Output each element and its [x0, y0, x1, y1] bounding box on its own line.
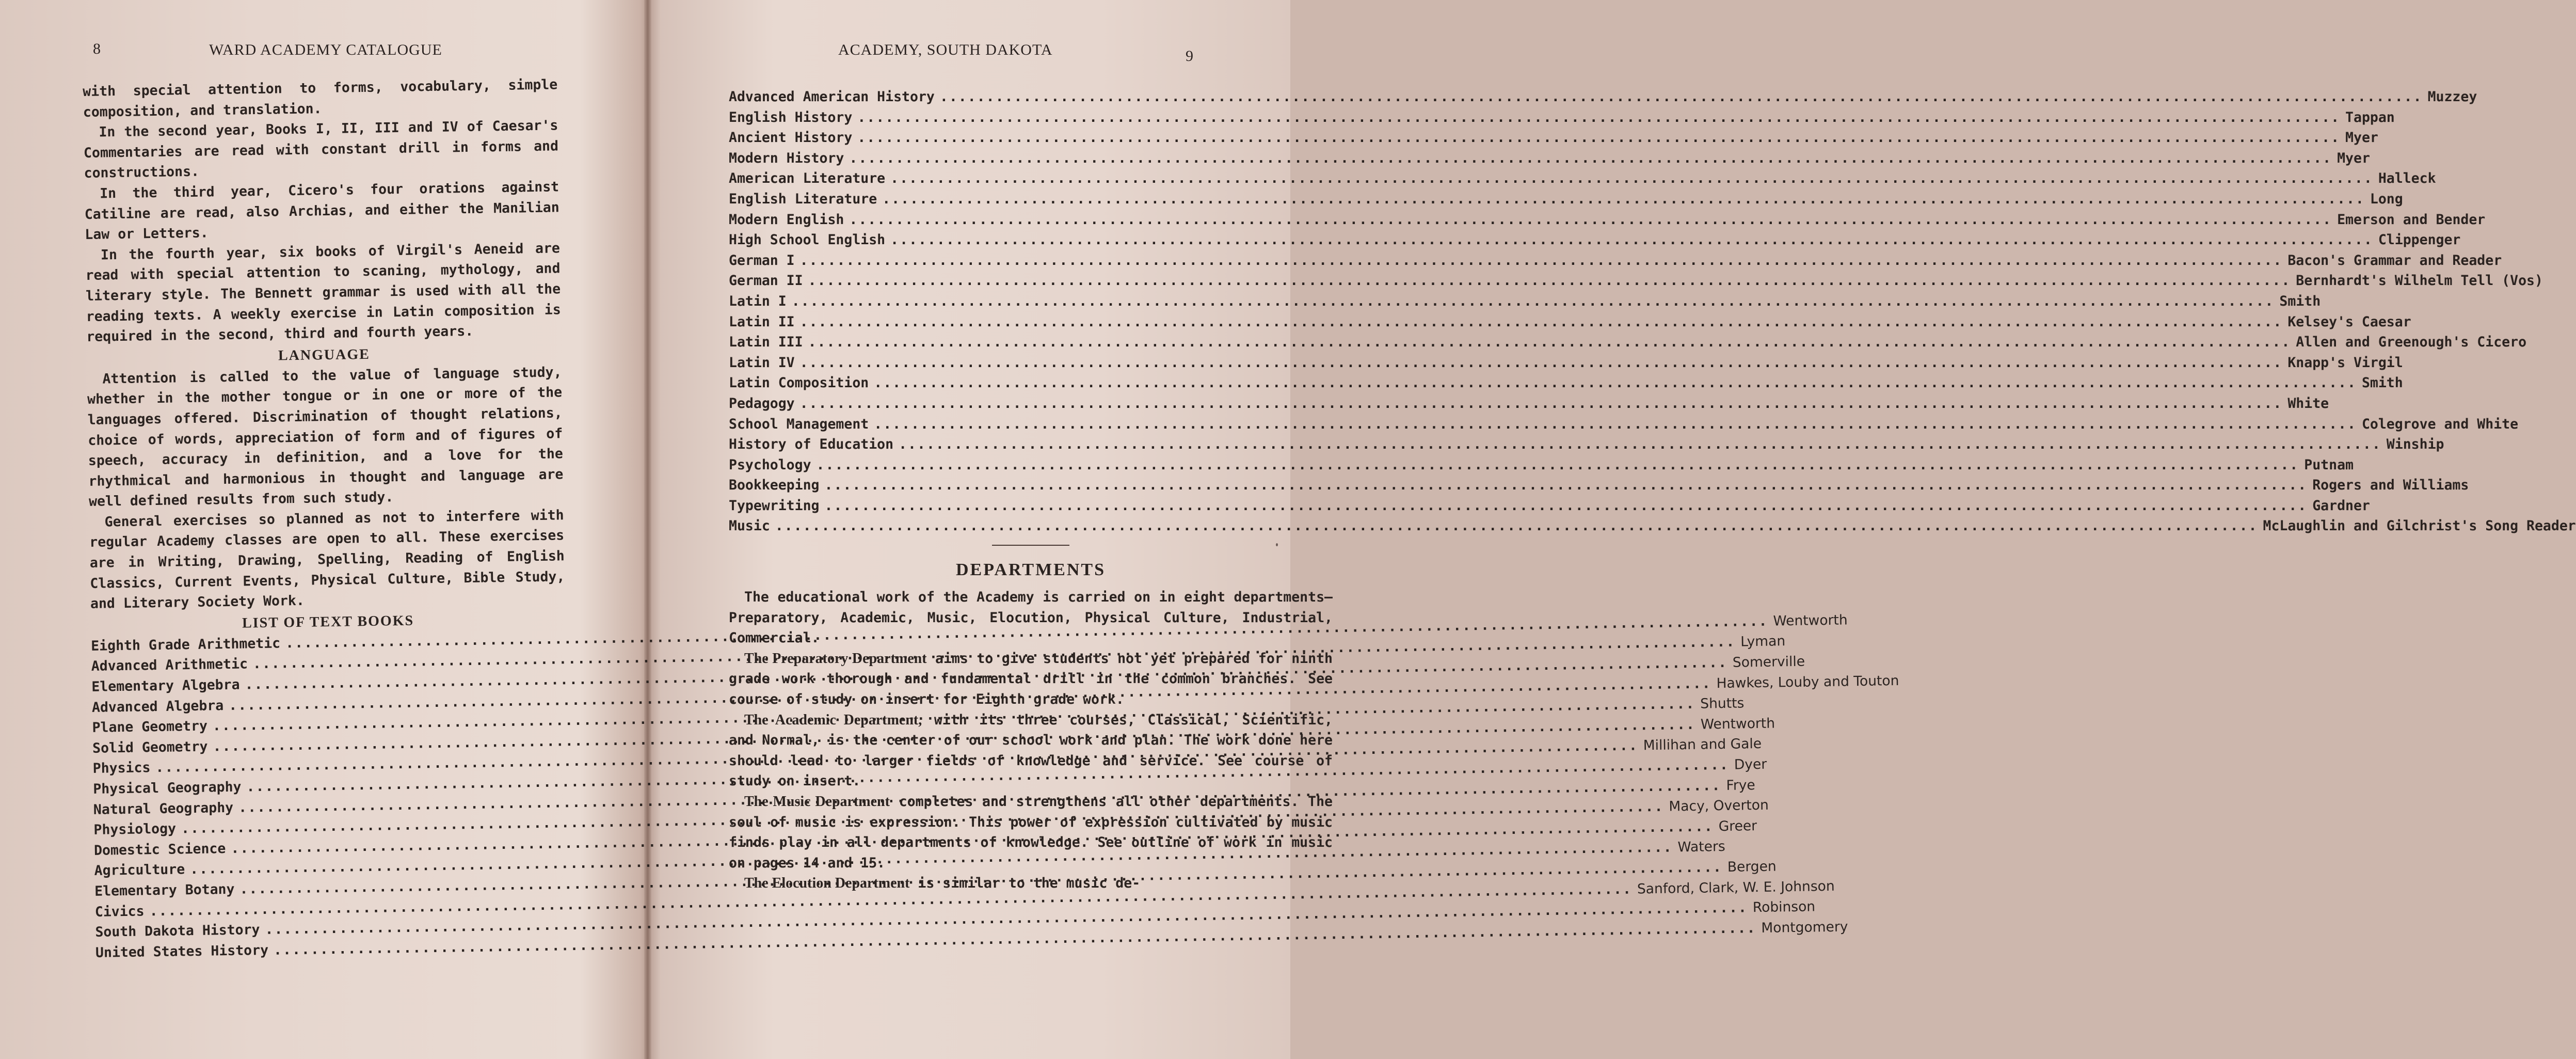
textbook-row [729, 414, 2519, 435]
textbook-subject: Plane Geometry [92, 718, 208, 736]
textbook-author: Bacon's Grammar and Reader [2287, 252, 2502, 268]
dot-leader [890, 168, 2373, 189]
textbook-subject: Latin I [729, 293, 787, 309]
textbooks-heading: LIST OF TEXT BOOKS [242, 612, 414, 631]
textbook-author: Wentworth [1700, 715, 1775, 733]
textbook-row [729, 271, 2543, 291]
dot-leader [800, 393, 2283, 414]
textbook-author: Dyer [1734, 756, 1767, 773]
textbook-author: Emerson and Bender [2337, 211, 2486, 228]
textbook-author: Waters [1677, 839, 1725, 856]
intro-paragraph: In the second year, Books I, II, III and IV of Caesar's Commentaries are read with constant drill in forms and constructions. [83, 117, 559, 182]
textbook-row [729, 250, 2502, 271]
language-paragraph: Attention is called to the value of language study, whether in the mother tongue or in one or more of the languages offered. Discrimination of thought relations, choice of words, appreciation of form and of figures of speech, accuracy in definition, and a love for the rhythmical and harmonious in thought and language are well defined results from such study. [87, 364, 564, 510]
textbook-subject: Advanced Algebra [91, 697, 224, 716]
department-text: aims to give students not yet prepared for ninth grade work thorough and fundamental drill in the common branches. See course of study on insert for Eighth grade work. [729, 650, 1333, 708]
textbook-author: Bergen [1727, 858, 1777, 875]
textbook-row [729, 434, 2444, 455]
department-text: completes and strengthens all other departments. The soul of music is expression. This power of expression cultivated by music finds play in all departments of knowledge. See outline of work in music on pages 14 and 15. [729, 794, 1333, 871]
textbook-row [729, 332, 2527, 353]
textbook-subject: Natural Geography [93, 799, 234, 818]
dot-leader [808, 271, 2291, 291]
textbook-row [729, 496, 2370, 516]
textbook-subject: Typewriting [729, 497, 820, 514]
textbook-author: Rogers and Williams [2312, 477, 2469, 494]
page-number-right: 9 [1186, 48, 1193, 65]
textbook-subject: Advanced Arithmetic [91, 656, 248, 675]
textbook-subject: Latin III [729, 334, 803, 351]
textbook-subject: English Literature [729, 191, 877, 207]
department-paragraph [729, 792, 1333, 873]
textbook-subject: English History [729, 109, 853, 125]
dot-leader [849, 148, 2332, 169]
dot-leader [800, 312, 2283, 333]
textbook-author: Sanford, Clark, W. E. Johnson [1637, 878, 1835, 897]
textbook-author: Halleck [2378, 170, 2436, 187]
textbook-subject: School Management [729, 416, 869, 432]
textbook-subject: Latin II [729, 313, 795, 330]
textbook-author: Smith [2361, 375, 2403, 391]
textbook-row [729, 475, 2469, 496]
textbook-row [729, 128, 2378, 148]
department-name: The Music Department [744, 794, 890, 810]
textbook-subject: Physiology [93, 820, 177, 839]
dot-leader [882, 189, 2365, 210]
dot-leader [874, 373, 2357, 393]
dot-leader [940, 87, 2423, 107]
textbook-row [729, 87, 2477, 107]
dot-leader [857, 107, 2340, 128]
running-head-left: WARD ACADEMY CATALOGUE [209, 41, 442, 58]
dot-leader [775, 516, 2258, 536]
textbook-author: Wentworth [1773, 612, 1848, 629]
textbook-subject: Physics [92, 760, 151, 777]
textbook-subject: German II [729, 273, 803, 289]
textbook-row [729, 148, 2370, 169]
textbook-subject: Modern History [729, 150, 844, 166]
textbook-author: Frye [1726, 777, 1755, 794]
textbook-author: Greer [1718, 817, 1757, 834]
textbook-row [729, 353, 2403, 373]
textbook-author: Colegrove and White [2361, 416, 2519, 432]
textbook-subject: Pedagogy [729, 395, 795, 412]
textbook-subject: Domestic Science [93, 840, 226, 859]
intro-paragraph: In the third year, Cicero's four orations against Catiline are read, also Archias, and either the Manilian Law or Letters. [84, 179, 559, 243]
textbook-row [729, 107, 2395, 128]
textbook-subject: Latin IV [729, 354, 795, 371]
department-name: The Preparatory Department [744, 650, 927, 667]
textbook-author: Clippenger [2378, 232, 2461, 248]
departments-intro: The educational work of the Academy is carried on in eight departments—Preparatory, Academic, Music, Elocution, Physical Culture, Industrial, Commercial. [729, 589, 1333, 646]
intro-paragraph: with special attention to forms, vocabulary, simple composition, and translation. [83, 76, 558, 120]
page-number-left: 8 [93, 40, 101, 57]
textbook-subject: Bookkeeping [729, 477, 820, 494]
textbook-row [729, 168, 2436, 189]
textbook-author: Kelsey's Caesar [2287, 313, 2411, 330]
dot-leader [792, 291, 2275, 312]
textbook-subject: United States History [95, 942, 269, 961]
intro-paragraph: In the fourth year, six books of Virgil's Aeneid are read with special attention to scaning, mythology, and literary style. The Bennett grammar is used with all the reading texts. A weekly exercise in Latin composition is required in the second, third and fourth years. [85, 240, 561, 345]
textbook-author: Myer [2337, 150, 2370, 166]
dot-leader [800, 250, 2283, 271]
dot-leader [800, 353, 2283, 373]
textbook-author: Lyman [1740, 633, 1786, 650]
textbook-author: Macy, Overton [1669, 797, 1769, 815]
textbook-author: Robinson [1752, 898, 1816, 916]
dot-leader [817, 455, 2299, 476]
running-head-right: ACADEMY, SOUTH DAKOTA [838, 41, 1053, 58]
textbook-subject: German I [729, 252, 795, 268]
textbook-subject: Latin Composition [729, 375, 869, 391]
textbook-row [729, 230, 2461, 250]
textbook-row [729, 312, 2411, 333]
department-paragraph [729, 873, 1333, 894]
textbook-author: Muzzey [2427, 89, 2477, 105]
textbook-row [729, 373, 2403, 393]
textbook-author: Somerville [1732, 653, 1805, 671]
dot-leader [849, 210, 2332, 230]
textbook-subject: Physical Geography [93, 779, 242, 797]
textbook-author: Hawkes, Louby and Touton [1716, 672, 1899, 691]
department-name: The Elocution Department [744, 875, 910, 892]
textbook-subject: Agriculture [94, 861, 185, 879]
dot-leader [857, 128, 2340, 148]
textbook-author: Winship [2386, 436, 2444, 453]
textbook-author: Shutts [1700, 695, 1745, 712]
department-name: The Academic Department, [744, 712, 922, 728]
textbook-author: Allen and Greenough's Cicero [2296, 334, 2527, 351]
textbook-row [729, 189, 2403, 210]
textbook-row [729, 393, 2329, 414]
textbook-row [729, 455, 2354, 476]
dot-leader [808, 332, 2291, 353]
textbook-author: Putnam [2304, 456, 2354, 473]
textbook-subject: Music [729, 518, 770, 534]
textbook-author: Long [2370, 191, 2403, 207]
department-text: with its three courses, Classical, Scientific, and Normal, is the center of our school work and plan. The work done here should lead to larger fields of knowledge and service. See course of study on insert. [729, 712, 1333, 789]
textbook-subject: Advanced American History [729, 89, 935, 105]
textbook-list-right [729, 87, 2576, 536]
paper-speck [1276, 543, 1278, 546]
textbook-subject: Eighth Grade Arithmetic [90, 635, 281, 654]
textbook-author: White [2287, 395, 2329, 412]
textbook-author: Tappan [2345, 109, 2395, 125]
language-heading: LANGUAGE [278, 346, 371, 364]
dot-leader [825, 496, 2308, 516]
dot-leader [899, 434, 2381, 455]
language-paragraph: General exercises so planned as not to interfere with regular Academy classes are open to all. These exercises are in Writing, Drawing, Spelling, Reading of English Classics, Current Events, Physical Culture, Bible Study, and Literary Society Work. [89, 507, 565, 612]
textbook-author: Smith [2279, 293, 2321, 309]
textbook-row [729, 516, 2576, 536]
department-paragraph [729, 710, 1333, 792]
textbook-subject: Elementary Algebra [91, 676, 240, 695]
textbook-subject: History of Education [729, 436, 894, 453]
textbook-author: Montgomery [1761, 919, 1848, 936]
department-paragraph [729, 649, 1333, 710]
textbook-author: Millihan and Gale [1643, 736, 1762, 754]
textbook-subject: Elementary Botany [94, 881, 235, 899]
dot-leader [874, 414, 2357, 435]
textbook-author: Bernhardt's Wilhelm Tell (Vos) [2296, 273, 2543, 289]
textbook-row [729, 210, 2486, 230]
textbook-subject: Modern English [729, 211, 844, 228]
textbook-subject: Psychology [729, 456, 811, 473]
textbook-subject: Civics [94, 903, 145, 920]
dot-leader [890, 230, 2373, 250]
section-divider [992, 545, 1069, 546]
department-text: is similar to the music de- [909, 875, 1141, 892]
textbook-subject: Solid Geometry [92, 738, 208, 756]
textbook-author: McLaughlin and Gilchrist's Song Reader [2263, 518, 2576, 534]
textbook-subject: American Literature [729, 170, 886, 187]
dot-leader [825, 475, 2308, 496]
departments-heading: DEPARTMENTS [956, 560, 1106, 580]
textbook-row [729, 291, 2321, 312]
textbook-subject: High School English [729, 232, 886, 248]
textbook-subject: Ancient History [729, 130, 853, 146]
textbook-author: Myer [2345, 130, 2378, 146]
textbook-author: Gardner [2312, 497, 2370, 514]
textbook-author: Knapp's Virgil [2287, 354, 2403, 371]
textbook-subject: South Dakota History [95, 922, 260, 940]
